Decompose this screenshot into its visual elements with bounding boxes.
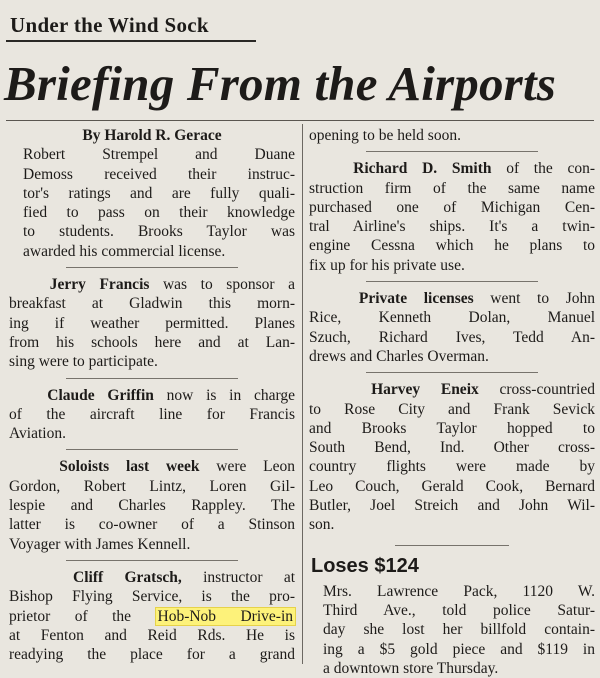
text-fragment: were Leon <box>199 458 295 476</box>
text-line: Mrs. Lawrence Pack, 1120 W. <box>323 582 595 600</box>
continuation-line <box>309 126 595 145</box>
text-line: opening to be held soon. <box>309 127 461 144</box>
text-line <box>309 159 595 178</box>
text-line: awarded his commercial license. <box>23 242 226 260</box>
item-separator <box>366 281 538 282</box>
text-line: Leo Couch, Gerald Cook, Bernard <box>309 477 595 495</box>
text-line: from his schools here and at Lan- <box>9 333 295 351</box>
text-line <box>9 275 295 294</box>
item-separator <box>366 372 538 373</box>
left-column <box>9 126 295 664</box>
text-fragment: now is in charge <box>153 386 296 404</box>
text-fragment: of the con- <box>491 160 595 178</box>
text-line: engine Cessna which he plans to <box>309 237 595 255</box>
lead-name: Jerry Francis <box>49 276 150 294</box>
text-line: to students. Brooks Taylor was <box>23 223 295 241</box>
lead-name: Soloists last week <box>59 458 200 476</box>
text-line: purchased one of Michigan Cen- <box>309 198 595 216</box>
text-line: Butler, Joel Streich and John Wil- <box>309 497 595 515</box>
article-item <box>309 159 595 275</box>
text-line: to Rose City and Frank Sevick <box>309 400 595 418</box>
text-line <box>309 380 595 399</box>
text-line: Demoss received their instruc- <box>23 165 295 183</box>
text-line: of the aircraft line for Francis <box>9 405 295 423</box>
highlighted-name: Hob-Nob Drive-in <box>157 607 293 625</box>
text-line: Rice, Kenneth Dolan, Manuel <box>309 309 595 327</box>
text-line: breakfast at Gladwin this morn- <box>9 295 295 313</box>
article-item <box>309 289 595 366</box>
item-separator <box>66 449 238 450</box>
text-fragment: Bishop Flying Service, is the pro- <box>9 588 295 606</box>
text-line: fied to pass on their knowledge <box>23 204 295 222</box>
text-line <box>9 587 295 606</box>
text-line: drews and Charles Overman. <box>309 347 489 365</box>
text-line: Szuch, Richard Ives, Tedd An- <box>309 328 595 346</box>
column-divider <box>302 124 303 664</box>
text-line <box>9 386 295 405</box>
article-item <box>9 386 295 444</box>
text-fragment: was to sponsor a <box>149 276 295 294</box>
headline: Briefing From the Airports <box>4 56 557 111</box>
text-line: ing if weather permitted. Planes <box>9 314 295 332</box>
text-line <box>9 568 295 587</box>
byline: By Harold R. Gerace <box>82 127 222 144</box>
item-separator <box>366 151 538 152</box>
text-line: Third Ave., told police Satur- <box>323 601 595 619</box>
text-line: tral Airline's ships. It's a twin- <box>309 218 595 236</box>
text-fragment: prietor of the <box>9 607 156 625</box>
text-line <box>309 289 595 308</box>
text-line: ing a $5 gold piece and $119 in <box>323 640 595 658</box>
text-line <box>9 457 295 476</box>
text-line: Robert Strempel and Duane <box>23 146 295 164</box>
item-separator <box>66 560 238 561</box>
right-column <box>309 126 595 678</box>
text-line: Gordon, Robert Lintz, Loren Gil- <box>9 477 295 495</box>
headline-rule <box>6 120 594 121</box>
text-line: country flights were made by <box>309 458 595 476</box>
text-line: lespie and Charles Rappley. The <box>9 497 295 515</box>
subheadline: Loses $124 <box>311 554 419 577</box>
text-fragment: instructor at <box>181 568 296 586</box>
article-item <box>9 145 295 261</box>
text-line: fix up for his private use. <box>309 256 465 274</box>
section-kicker <box>6 8 256 42</box>
text-fragment: went to John <box>473 290 596 308</box>
text-line: Voyager with James Kennell. <box>9 535 191 553</box>
item-separator <box>66 378 238 379</box>
article-item <box>9 275 295 371</box>
lead-name: Harvey Eneix <box>371 381 479 399</box>
text-line: day she lost her billfold contain- <box>323 621 595 639</box>
text-line: latter is co-owner of a Stinson <box>9 516 295 534</box>
lead-name: Cliff Gratsch, <box>73 568 182 586</box>
text-fragment: cross-countried <box>478 381 595 399</box>
article-item <box>9 457 295 553</box>
item-separator <box>66 267 238 268</box>
article-item <box>9 568 295 664</box>
text-line: sing were to participate. <box>9 353 158 371</box>
article-item <box>309 380 595 534</box>
lead-name: Claude Griffin <box>47 386 154 404</box>
text-line: Aviation. <box>9 425 66 443</box>
text-line: son. <box>309 516 335 534</box>
kicker-text: Under the Wind Sock <box>10 13 209 37</box>
article-item <box>309 582 595 678</box>
text-line: tor's ratings and are fully quali- <box>23 184 295 202</box>
text-line <box>9 607 295 626</box>
text-line: at Fenton and Reid Rds. He is <box>9 626 295 644</box>
text-line: South Bend, Ind. Other cross- <box>309 439 595 457</box>
text-line: a downtown store Thursday. <box>323 659 499 677</box>
text-line: readying the place for a grand <box>9 646 295 664</box>
item-separator <box>395 545 509 546</box>
text-line: struction firm of the same name <box>309 179 595 197</box>
lead-name: Private licenses <box>358 290 474 308</box>
lead-name: Richard D. Smith <box>353 160 492 178</box>
text-line: and Brooks Taylor hopped to <box>309 419 595 437</box>
